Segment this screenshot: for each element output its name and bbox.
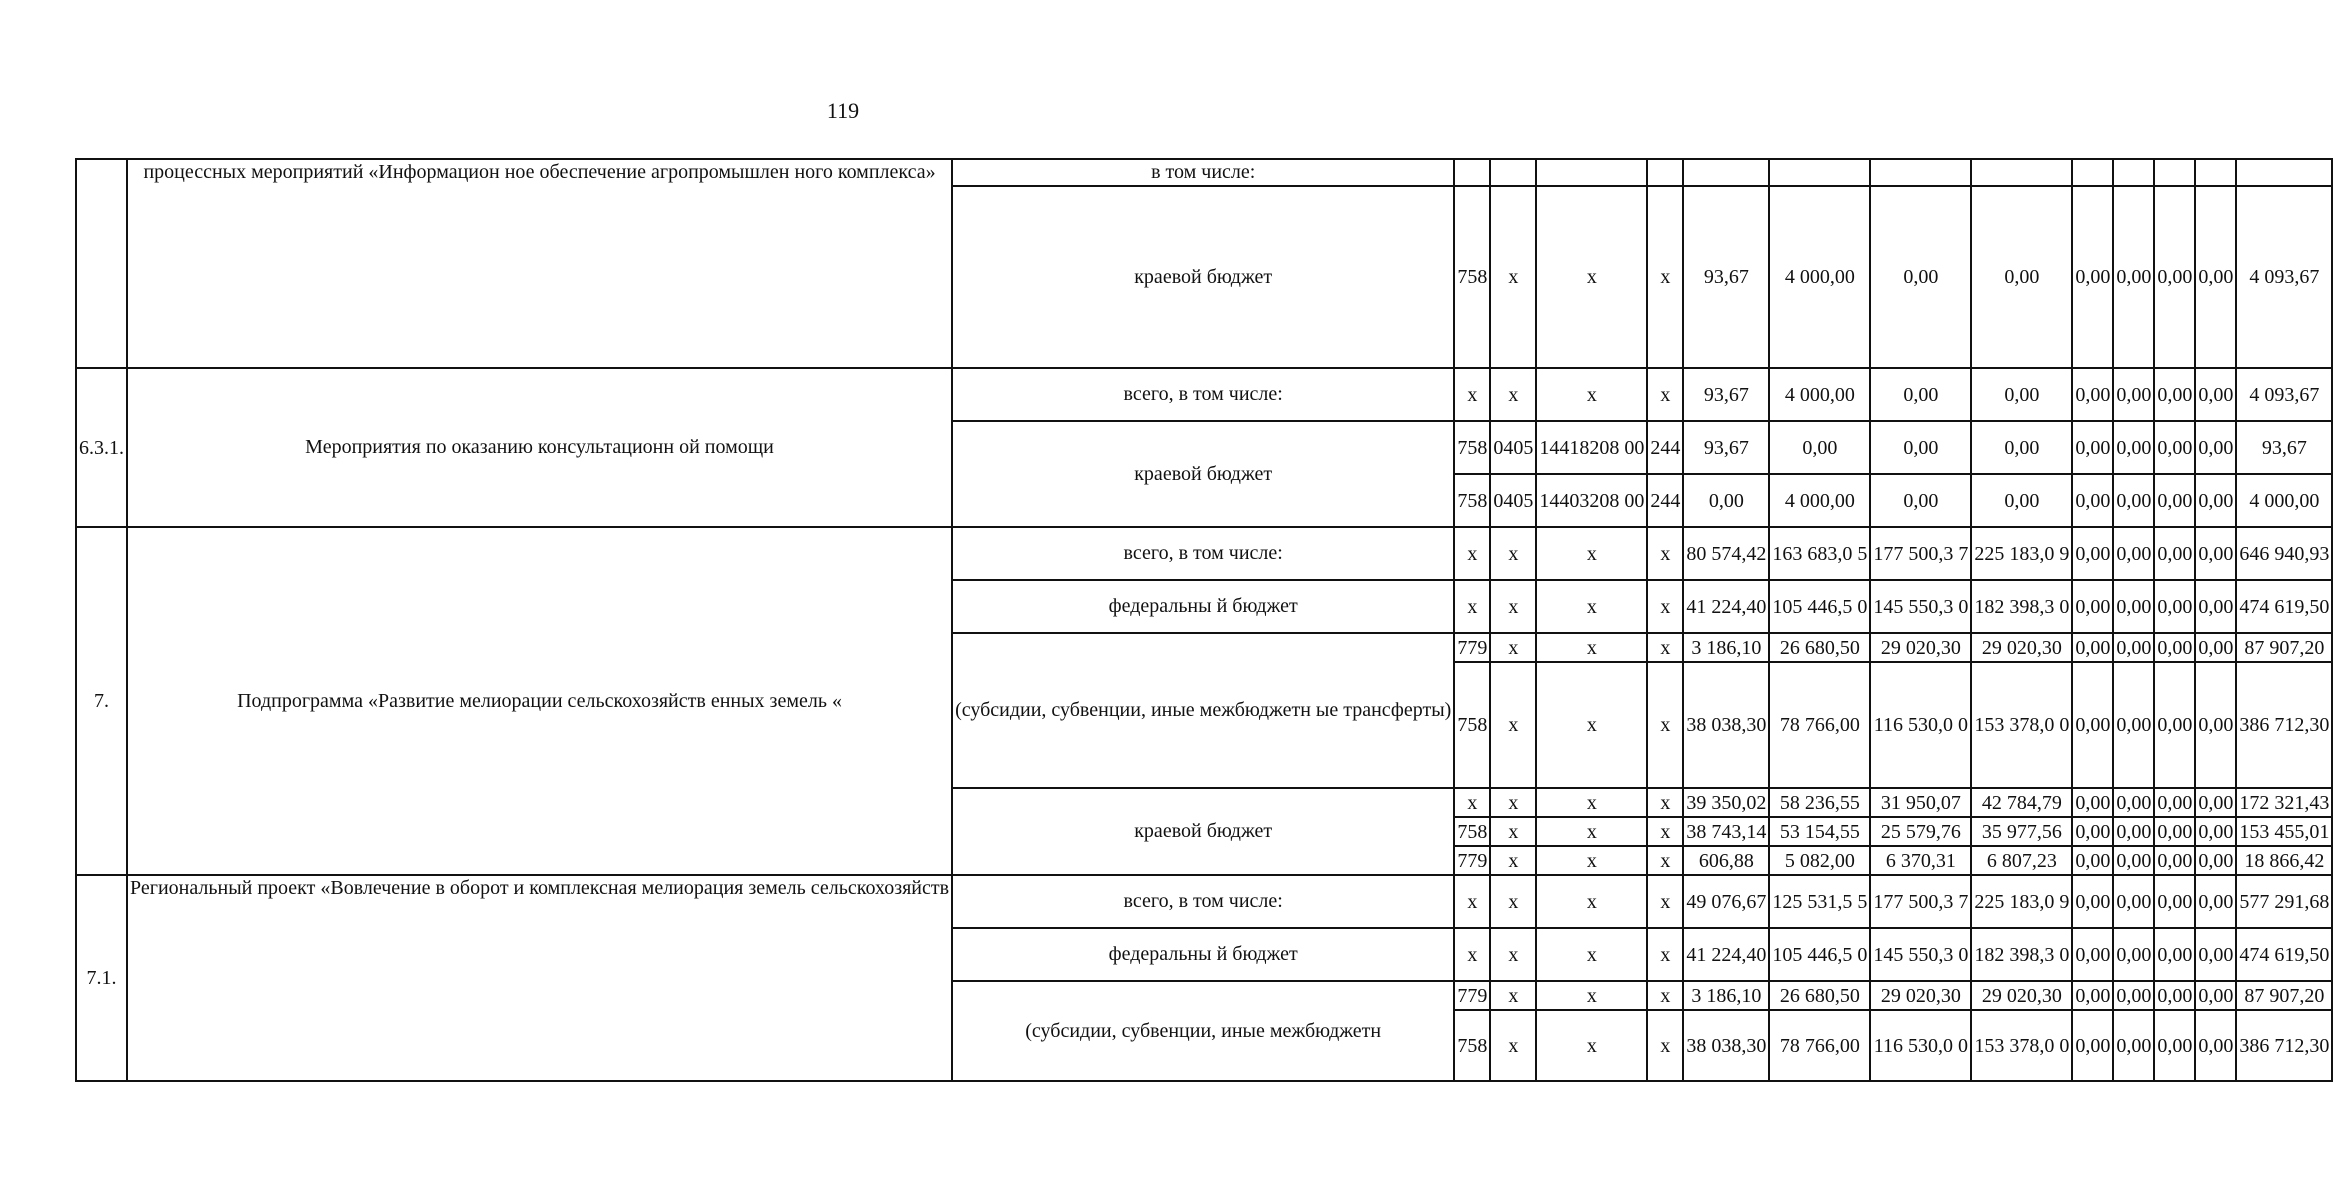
table-cell: х xyxy=(1647,527,1683,580)
table-cell: х xyxy=(1490,981,1536,1010)
table-cell: 4 000,00 xyxy=(1769,474,1870,527)
table-cell: х xyxy=(1536,817,1647,846)
funding-source: (субсидии, субвенции, иные межбюджетн ые трансферты) xyxy=(952,633,1454,788)
row-name: Подпрограмма «Развитие мелиорации сельскохозяйств енных земель « xyxy=(127,527,952,875)
table-cell: х xyxy=(1536,981,1647,1010)
table-cell: 758 xyxy=(1454,1010,1490,1081)
row-code: 7. xyxy=(76,527,127,875)
table-cell: х xyxy=(1536,788,1647,817)
table-cell: 0,00 xyxy=(2072,368,2113,421)
table-cell: 53 154,55 xyxy=(1769,817,1870,846)
table-cell: х xyxy=(1490,580,1536,633)
table-cell: 474 619,50 xyxy=(2236,580,2332,633)
page-number: 119 xyxy=(826,98,860,123)
table-cell: 244 xyxy=(1647,474,1683,527)
table-cell: 0,00 xyxy=(2195,875,2236,928)
table-cell: 35 977,56 xyxy=(1971,817,2072,846)
table-cell: 4 000,00 xyxy=(1769,368,1870,421)
table-cell xyxy=(2195,159,2236,186)
table-cell: 0,00 xyxy=(2195,633,2236,662)
table-cell: 0,00 xyxy=(2154,788,2195,817)
table-cell: 779 xyxy=(1454,846,1490,875)
table-cell: 38 038,30 xyxy=(1683,1010,1769,1081)
table-cell: 0,00 xyxy=(2195,421,2236,474)
table-cell: х xyxy=(1536,662,1647,788)
table-cell: 386 712,30 xyxy=(2236,662,2332,788)
table-cell: 386 712,30 xyxy=(2236,1010,2332,1081)
row-name: Региональный проект «Вовлечение в оборот и комплексная мелиорация земель сельскохозяйств xyxy=(127,875,952,1081)
table-cell: 0,00 xyxy=(2154,527,2195,580)
table-cell: 0,00 xyxy=(2072,1010,2113,1081)
table-cell: х xyxy=(1536,875,1647,928)
table-cell: х xyxy=(1647,662,1683,788)
table-cell: 0,00 xyxy=(1683,474,1769,527)
table-cell: 153 378,0 0 xyxy=(1971,1010,2072,1081)
table-cell: 26 680,50 xyxy=(1769,981,1870,1010)
table-row xyxy=(76,527,2332,580)
table-cell: 0,00 xyxy=(2072,846,2113,875)
table-cell: 172 321,43 xyxy=(2236,788,2332,817)
table-cell: х xyxy=(1536,186,1647,368)
table-cell xyxy=(1454,159,1490,186)
table-cell xyxy=(1769,159,1870,186)
table-cell: 145 550,3 0 xyxy=(1870,928,1971,981)
table-cell: 779 xyxy=(1454,633,1490,662)
table-cell: 14403208 00 xyxy=(1536,474,1647,527)
funding-source: (субсидии, субвенции, иные межбюджетн xyxy=(952,981,1454,1081)
table-cell: 0,00 xyxy=(2113,662,2154,788)
table-cell: 758 xyxy=(1454,662,1490,788)
table-cell: 225 183,0 9 xyxy=(1971,875,2072,928)
table-cell: 577 291,68 xyxy=(2236,875,2332,928)
table-row xyxy=(76,159,2332,186)
table-row xyxy=(76,875,2332,928)
table-cell: х xyxy=(1536,1010,1647,1081)
table-cell: 0,00 xyxy=(1870,421,1971,474)
table-cell: 0,00 xyxy=(2113,186,2154,368)
table-cell: 78 766,00 xyxy=(1769,1010,1870,1081)
table-cell: 29 020,30 xyxy=(1971,633,2072,662)
table-cell: 0,00 xyxy=(1769,421,1870,474)
table-cell: 225 183,0 9 xyxy=(1971,527,2072,580)
table-cell: 0,00 xyxy=(2195,368,2236,421)
row-code: 6.3.1. xyxy=(76,368,127,527)
table-cell xyxy=(1647,159,1683,186)
table-cell: 0,00 xyxy=(2113,421,2154,474)
table-row xyxy=(76,368,2332,421)
table-cell: 153 378,0 0 xyxy=(1971,662,2072,788)
table-cell: 93,67 xyxy=(2236,421,2332,474)
table-cell xyxy=(1683,159,1769,186)
table-cell: 163 683,0 5 xyxy=(1769,527,1870,580)
table-cell: 93,67 xyxy=(1683,421,1769,474)
table-cell: 779 xyxy=(1454,981,1490,1010)
table-cell: 646 940,93 xyxy=(2236,527,2332,580)
table-cell: 0,00 xyxy=(1971,368,2072,421)
table-cell: 0,00 xyxy=(2154,1010,2195,1081)
table-cell: 153 455,01 xyxy=(2236,817,2332,846)
table-cell: 116 530,0 0 xyxy=(1870,1010,1971,1081)
table-cell: 0,00 xyxy=(2154,474,2195,527)
table-cell: 0,00 xyxy=(2154,817,2195,846)
table-cell: 0,00 xyxy=(2113,580,2154,633)
table-cell: 0,00 xyxy=(2154,981,2195,1010)
table-cell: 0,00 xyxy=(2154,580,2195,633)
table-cell: 0,00 xyxy=(2072,875,2113,928)
funding-source: всего, в том числе: xyxy=(952,875,1454,928)
table-cell: 0,00 xyxy=(1870,368,1971,421)
table-cell: х xyxy=(1490,662,1536,788)
table-cell: 0,00 xyxy=(2113,788,2154,817)
table-cell: х xyxy=(1490,875,1536,928)
table-cell: 0,00 xyxy=(1971,186,2072,368)
table-cell: 0,00 xyxy=(2195,527,2236,580)
table-cell: 0,00 xyxy=(2154,421,2195,474)
table-cell: 93,67 xyxy=(1683,186,1769,368)
table-cell: 0,00 xyxy=(2195,662,2236,788)
table-cell: 5 082,00 xyxy=(1769,846,1870,875)
table-cell: 105 446,5 0 xyxy=(1769,928,1870,981)
table-cell: 0,00 xyxy=(2195,846,2236,875)
table-cell: х xyxy=(1490,1010,1536,1081)
funding-source: всего, в том числе: xyxy=(952,527,1454,580)
table-cell: 0,00 xyxy=(2113,474,2154,527)
table-cell: х xyxy=(1490,846,1536,875)
table-cell: 41 224,40 xyxy=(1683,580,1769,633)
table-cell xyxy=(1870,159,1971,186)
table-cell: 0,00 xyxy=(2195,981,2236,1010)
table-cell: х xyxy=(1647,875,1683,928)
funding-source: федеральны й бюджет xyxy=(952,928,1454,981)
table-cell: 4 000,00 xyxy=(2236,474,2332,527)
table-cell: 182 398,3 0 xyxy=(1971,580,2072,633)
funding-source: всего, в том числе: xyxy=(952,368,1454,421)
table-cell: 6 370,31 xyxy=(1870,846,1971,875)
table-cell: 474 619,50 xyxy=(2236,928,2332,981)
table-cell: 0,00 xyxy=(2113,368,2154,421)
table-cell: 0,00 xyxy=(2072,527,2113,580)
table-cell: 29 020,30 xyxy=(1870,633,1971,662)
row-code: 7.1. xyxy=(76,875,127,1081)
table-cell xyxy=(2113,159,2154,186)
table-cell: 0,00 xyxy=(2195,1010,2236,1081)
table-cell: 758 xyxy=(1454,421,1490,474)
table-cell: х xyxy=(1647,981,1683,1010)
table-cell: 0,00 xyxy=(2195,186,2236,368)
table-cell: 29 020,30 xyxy=(1971,981,2072,1010)
table-cell: х xyxy=(1490,527,1536,580)
table-cell: х xyxy=(1647,186,1683,368)
table-cell: 125 531,5 5 xyxy=(1769,875,1870,928)
table-cell: 244 xyxy=(1647,421,1683,474)
table-cell xyxy=(1490,159,1536,186)
table-cell: 0,00 xyxy=(1971,421,2072,474)
row-name: процессных мероприятий «Информацион ное обеспечение агропромышлен ного комплекса» xyxy=(127,159,952,368)
table-cell: 4 093,67 xyxy=(2236,368,2332,421)
table-cell: 0,00 xyxy=(2113,527,2154,580)
table-cell: 38 743,14 xyxy=(1683,817,1769,846)
table-cell: х xyxy=(1536,633,1647,662)
table-cell: х xyxy=(1490,928,1536,981)
funding-source: федеральны й бюджет xyxy=(952,580,1454,633)
table-cell: 177 500,3 7 xyxy=(1870,527,1971,580)
table-cell: 0,00 xyxy=(2113,817,2154,846)
table-cell: 41 224,40 xyxy=(1683,928,1769,981)
table-cell: 758 xyxy=(1454,474,1490,527)
table-cell: 80 574,42 xyxy=(1683,527,1769,580)
table-cell: 0,00 xyxy=(2072,633,2113,662)
table-cell: х xyxy=(1454,527,1490,580)
table-cell: 0,00 xyxy=(2072,788,2113,817)
table-cell: 87 907,20 xyxy=(2236,981,2332,1010)
funding-source: краевой бюджет xyxy=(952,788,1454,875)
table-cell: 0,00 xyxy=(2113,928,2154,981)
table-cell: 0,00 xyxy=(2072,928,2113,981)
table-cell: х xyxy=(1536,368,1647,421)
table-cell: 0,00 xyxy=(2113,981,2154,1010)
table-cell: х xyxy=(1454,368,1490,421)
table-cell: 0,00 xyxy=(1971,474,2072,527)
table-cell: х xyxy=(1536,846,1647,875)
table-cell: х xyxy=(1536,527,1647,580)
table-cell: 606,88 xyxy=(1683,846,1769,875)
funding-source: краевой бюджет xyxy=(952,421,1454,527)
table-cell: 0,00 xyxy=(2154,928,2195,981)
table-cell: 0,00 xyxy=(2072,817,2113,846)
table-cell: х xyxy=(1647,788,1683,817)
table-cell: 0,00 xyxy=(2154,662,2195,788)
table-cell: х xyxy=(1647,846,1683,875)
funding-source: краевой бюджет xyxy=(952,186,1454,368)
table-cell: х xyxy=(1454,928,1490,981)
table-cell: 0,00 xyxy=(2072,421,2113,474)
table-cell: 14418208 00 xyxy=(1536,421,1647,474)
table-cell: х xyxy=(1647,633,1683,662)
table-cell: х xyxy=(1647,928,1683,981)
table-cell: 0,00 xyxy=(2195,580,2236,633)
table-cell: 145 550,3 0 xyxy=(1870,580,1971,633)
table-cell: х xyxy=(1490,817,1536,846)
table-cell xyxy=(2236,159,2332,186)
table-cell: х xyxy=(1454,580,1490,633)
table-cell: 105 446,5 0 xyxy=(1769,580,1870,633)
table-cell: х xyxy=(1490,186,1536,368)
table-cell: 25 579,76 xyxy=(1870,817,1971,846)
table-cell: 42 784,79 xyxy=(1971,788,2072,817)
table-cell: 93,67 xyxy=(1683,368,1769,421)
table-cell: 4 000,00 xyxy=(1769,186,1870,368)
table-cell: 0,00 xyxy=(2195,474,2236,527)
table-cell: 0,00 xyxy=(2154,368,2195,421)
table-cell: 0,00 xyxy=(2072,474,2113,527)
table-cell: 6 807,23 xyxy=(1971,846,2072,875)
table-cell: 0,00 xyxy=(2072,981,2113,1010)
budget-table xyxy=(75,158,2333,1082)
table-cell: 0,00 xyxy=(1870,474,1971,527)
table-cell: 0,00 xyxy=(2154,186,2195,368)
table-cell: 87 907,20 xyxy=(2236,633,2332,662)
table-cell: х xyxy=(1490,788,1536,817)
row-name: Мероприятия по оказанию консультационн ой помощи xyxy=(127,368,952,527)
table-cell: 3 186,10 xyxy=(1683,633,1769,662)
table-cell: 758 xyxy=(1454,186,1490,368)
table-cell: 182 398,3 0 xyxy=(1971,928,2072,981)
table-cell: х xyxy=(1454,875,1490,928)
table-cell: 0,00 xyxy=(2072,662,2113,788)
table-cell: 0,00 xyxy=(2113,633,2154,662)
table-cell: 0,00 xyxy=(2113,875,2154,928)
table-cell: 26 680,50 xyxy=(1769,633,1870,662)
table-cell: 0,00 xyxy=(2195,928,2236,981)
table-cell: 0,00 xyxy=(2113,1010,2154,1081)
table-cell: х xyxy=(1536,928,1647,981)
table-cell: 0405 xyxy=(1490,421,1536,474)
table-cell: х xyxy=(1490,368,1536,421)
table-cell: 0,00 xyxy=(1870,186,1971,368)
table-cell: 78 766,00 xyxy=(1769,662,1870,788)
table-cell: 29 020,30 xyxy=(1870,981,1971,1010)
table-cell xyxy=(2154,159,2195,186)
table-cell: 177 500,3 7 xyxy=(1870,875,1971,928)
table-cell: 38 038,30 xyxy=(1683,662,1769,788)
table-cell xyxy=(1536,159,1647,186)
table-cell: х xyxy=(1647,368,1683,421)
table-cell: 0,00 xyxy=(2072,580,2113,633)
table-cell: 49 076,67 xyxy=(1683,875,1769,928)
table-cell: 758 xyxy=(1454,817,1490,846)
table-cell: 39 350,02 xyxy=(1683,788,1769,817)
table-cell: х xyxy=(1647,580,1683,633)
table-cell: 0,00 xyxy=(2113,846,2154,875)
table-cell: х xyxy=(1490,633,1536,662)
funding-source: в том числе: xyxy=(952,159,1454,186)
table-cell: 58 236,55 xyxy=(1769,788,1870,817)
table-cell: 0,00 xyxy=(2154,875,2195,928)
table-cell: 0,00 xyxy=(2195,817,2236,846)
table-cell: 4 093,67 xyxy=(2236,186,2332,368)
table-cell: 18 866,42 xyxy=(2236,846,2332,875)
table-cell: х xyxy=(1647,1010,1683,1081)
table-cell: 0,00 xyxy=(2154,633,2195,662)
table-cell: 0,00 xyxy=(2154,846,2195,875)
table-cell: х xyxy=(1647,817,1683,846)
table-cell: х xyxy=(1454,788,1490,817)
table-cell xyxy=(2072,159,2113,186)
table-cell: 0,00 xyxy=(2195,788,2236,817)
table-cell: х xyxy=(1536,580,1647,633)
table-cell: 3 186,10 xyxy=(1683,981,1769,1010)
table-cell: 0,00 xyxy=(2072,186,2113,368)
table-cell: 0405 xyxy=(1490,474,1536,527)
table-cell: 31 950,07 xyxy=(1870,788,1971,817)
table-cell: 116 530,0 0 xyxy=(1870,662,1971,788)
table-cell xyxy=(1971,159,2072,186)
row-code xyxy=(76,159,127,368)
